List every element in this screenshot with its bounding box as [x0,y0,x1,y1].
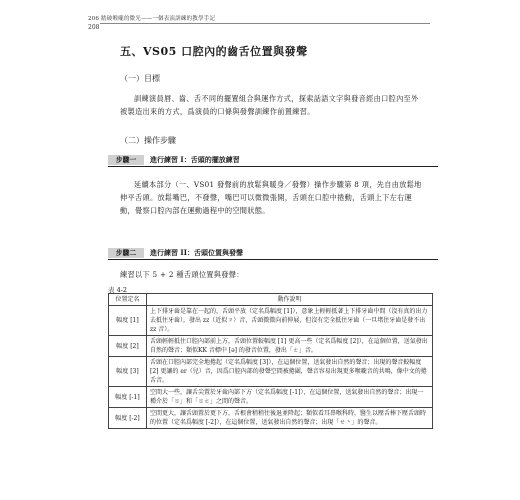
row-desc: 舌頭輕輕抵住口腔內部前上方，舌頭位置較幅度 [1] 更高一些（定名爲幅度 [2]），在這個位置，送氣發出自然的聲音；類似KK 音標中 [ə] 的發音位置，發出「ㄜ」音。 [147,336,433,357]
exercise2-title: 進行練習 II：舌頭位置與發聲 [150,248,243,257]
header-rule [100,23,430,24]
exercise1-rule [108,166,438,167]
table-header-name: 位置定名 [109,294,147,306]
table-header-desc: 動作說明 [147,294,433,306]
row-desc: 舌頭在口腔內部完全地捲起（定名爲幅度 [3]），在這個位置，送氣發出自然的聲音；出現的聲音較幅度 [2] 更讓的 er（兒）音，因爲口腔內部的發聲空間被捲圍，聲音容易出現更多喉嚨音的共鳴，像中文的捲舌音。 [147,357,433,387]
table-header-row [109,294,433,306]
table-row [109,306,433,336]
row-name: 幅度 [-1] [109,387,147,408]
table-row [109,387,433,408]
table-label: 表 4-2 [108,286,128,294]
running-head: 206 踏破喉嚨的微光——一個表演訓練的教學手記 [88,16,216,22]
exercise1-bar [108,155,438,165]
exercise1-tag: 步驟一 [108,155,144,165]
row-name: 幅度 [1] [109,306,147,336]
row-name: 幅度 [3] [109,357,147,387]
tongue-position-table [108,293,433,429]
exercise2-bar [108,248,438,258]
section-title: 五、VS05 口腔內的齒舌位置與發聲 [120,45,308,58]
row-name: 幅度 [2] [109,336,147,357]
exercise1-title: 進行練習 I：舌頭的擺放練習 [150,155,240,164]
exercise2-intro: 練習以下 5 + 2 種舌頭位置與發聲： [120,270,244,279]
row-desc: 空間更大，讓舌頭置於更下方，舌根會稍稍往後退並降起；類似看耳鼻喉科時，醫生以壓舌棒下壓舌頭時的位置（定名爲幅度 [-2]），在這個位置，送氣發出自然的聲音；出現「ㄝ丶」的聲音。 [147,408,433,429]
exercise1-paragraph: 延續本部分（一、VS01 發聲前的放鬆與暖身／發聲）操作步驟第 8 項，先自由放鬆地伸平舌頭。放鬆嘴巴，不發聲，嘴巴可以微微張開，舌頭在口腔中捲動，舌頭上下左右運動，覺察口腔內部在運動過程中的空間狀態。 [120,180,422,215]
row-name: 幅度 [-2] [109,408,147,429]
row-desc: 上下排牙齒是靠在一起的，舌頭平放（定名爲幅度 [1]），意象上輕輕抵著上下排牙齒中間（沒有真的出力去抵住牙齒），發出 zz（近似ㄗ）音，舌頭微微向前伸展，但沒有完全抵住牙齒（一旦堵住牙齒是發不出 zz 音）。 [147,306,433,336]
row-desc: 空間大一些，讓舌尖置於牙齒內部下方（定名爲幅度 [-1]），在這個位置，送氣發出自然的聲音；出現一種介於「ㄖ」和「ㄖㄜ」之間的聲音。 [147,387,433,408]
table-row [109,336,433,357]
page-number: 208 [88,24,100,31]
steps-heading: （二）操作步驟 [120,136,176,145]
table-row [109,357,433,387]
goal-paragraph: 訓練演員唇、齒、舌不同的擺置組合與運作方式，探索話語文字與發音經由口腔內至外被製造出來的方式，爲演員的口條與發聲訓練作前置練習。 [120,94,419,116]
goal-heading: （一）目標 [120,74,160,83]
table-row [109,408,433,429]
exercise2-rule [108,259,438,260]
exercise2-tag: 步驟二 [108,248,144,258]
